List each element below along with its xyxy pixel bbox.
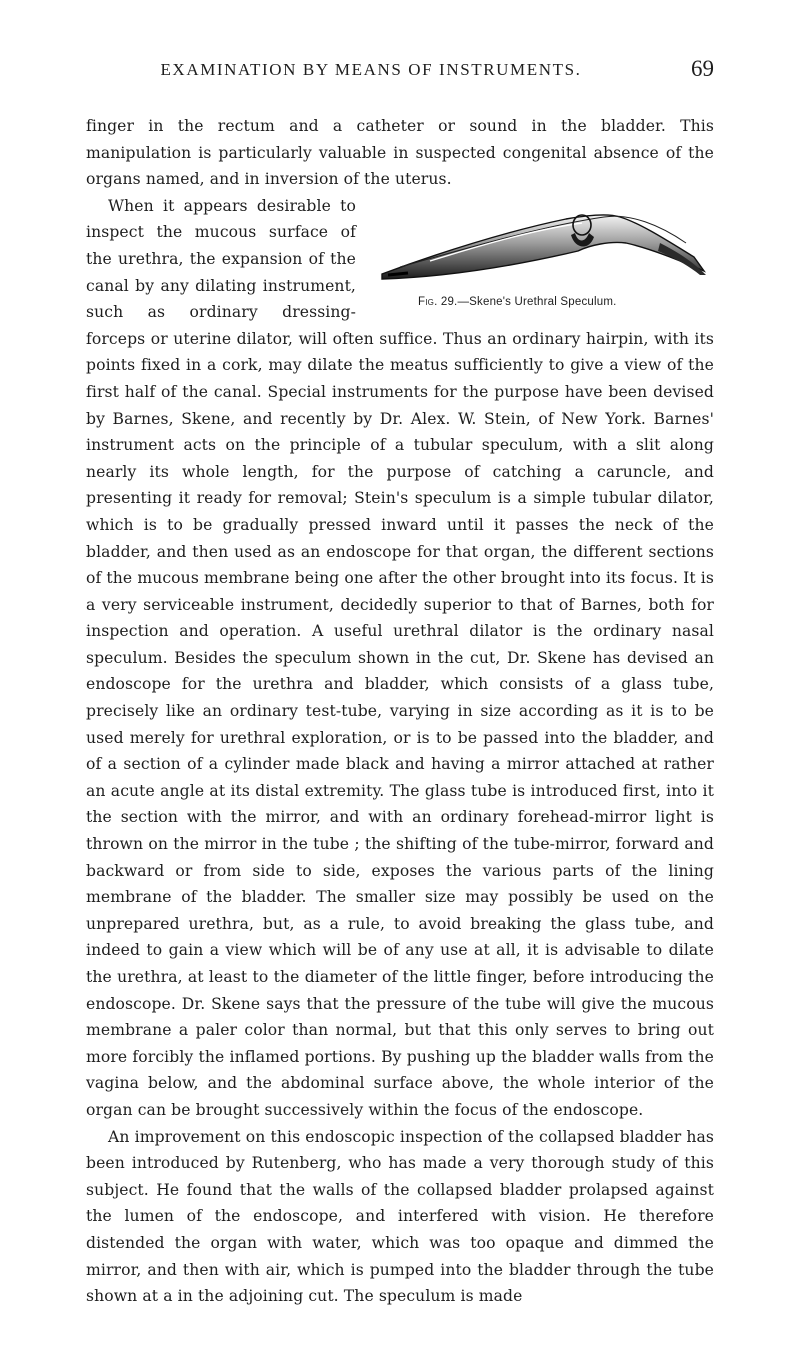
paragraph-2 <box>86 193 714 1124</box>
paragraph-3: An improvement on this endoscopic inspection of the collapsed bladder has been introduced by Rutenberg, who has made a very thorough study of this subject. He found that the walls of the collapsed bladder prolapsed against the lumen of the endoscope, and interfered with vision. He therefore distended the organ with water, which was too opaque and dimmed the mirror, and then with air, which is pumped into the bladder through the tube shown at a in the adjoining cut. The speculum is made <box>86 1127 714 1306</box>
figure-skene-speculum <box>368 195 720 319</box>
figure-label: Fig. 29. <box>418 295 458 308</box>
body-text <box>86 113 714 1310</box>
page-number: 69 <box>691 56 714 81</box>
figure-caption-text: —Skene's Urethral Speculum. <box>457 295 617 308</box>
running-title: EXAMINATION BY MEANS OF INSTRUMENTS. <box>160 60 582 79</box>
paragraph-1: finger in the rectum and a catheter or sound in the bladder. This manipulation is particularly valuable in suspected congenital absence of the organs named, and in inversion of the uterus. <box>86 117 714 189</box>
figure-caption <box>396 289 617 316</box>
speculum-illustration <box>368 195 720 291</box>
page-header <box>88 56 714 90</box>
paragraph-2-text: When it appears desirable to inspect the mucous surface of the urethra, the expansion of the canal by any dilating instrument, such as ordinary dressing-forceps or uterine dilator, will often suffice. Thus an ordinary hairpin, with its points fixed in a cork, may dilate the meatus sufficiently to give a view of the first half of the canal. Special instruments for the purpose have been devised by Barnes, Skene, and recently by Dr. Alex. W. Stein, of New York. Barnes' instrument acts on the principle of a tubular speculum, with a slit along nearly its whole length, for the purpose of catching a caruncle, and presenting it ready for removal; Stein's speculum is a simple tubular dilator, which is to be gradually pressed inward until it passes the neck of the bladder, and then used as an endoscope for that organ, the different sections of the mucous membrane being one after the other brought into its focus. It is a very serviceable instrument, decidedly superior to that of Barnes, both for inspection and operation. A useful urethral dilator is the ordinary nasal speculum. Besides the speculum shown in the cut, Dr. Skene has devised an endoscope for the urethra and bladder, which consists of a glass tube, precisely like an ordinary test-tube, varying in size according as it is to be used merely for urethral exploration, or is to be passed into the bladder, and of a section of a cylinder made black and having a mirror attached at rather an acute angle at its distal extremity. The glass tube is introduced first, into it the section with the mirror, and with an ordinary forehead-mirror light is thrown on the mirror in the tube ; the shifting of the tube-mirror, forward and backward or from side to side, exposes the various parts of the lining membrane of the bladder. The smaller size may possibly be used on the unprepared urethra, but, as a rule, to avoid breaking the glass tube, and indeed to gain a view which will be of any use at all, it is advisable to dilate the urethra, at least to the diameter of the little finger, before introducing the endoscope. Dr. Skene says that the pressure of the tube will give the mucous membrane a paler color than normal, but that this only serves to bring out more forcibly the inflamed portions. By pushing up the bladder walls from the vagina below, and the abdominal surface above, the whole interior of the organ can be brought successively within the focus of the endoscope. <box>86 196 714 1119</box>
